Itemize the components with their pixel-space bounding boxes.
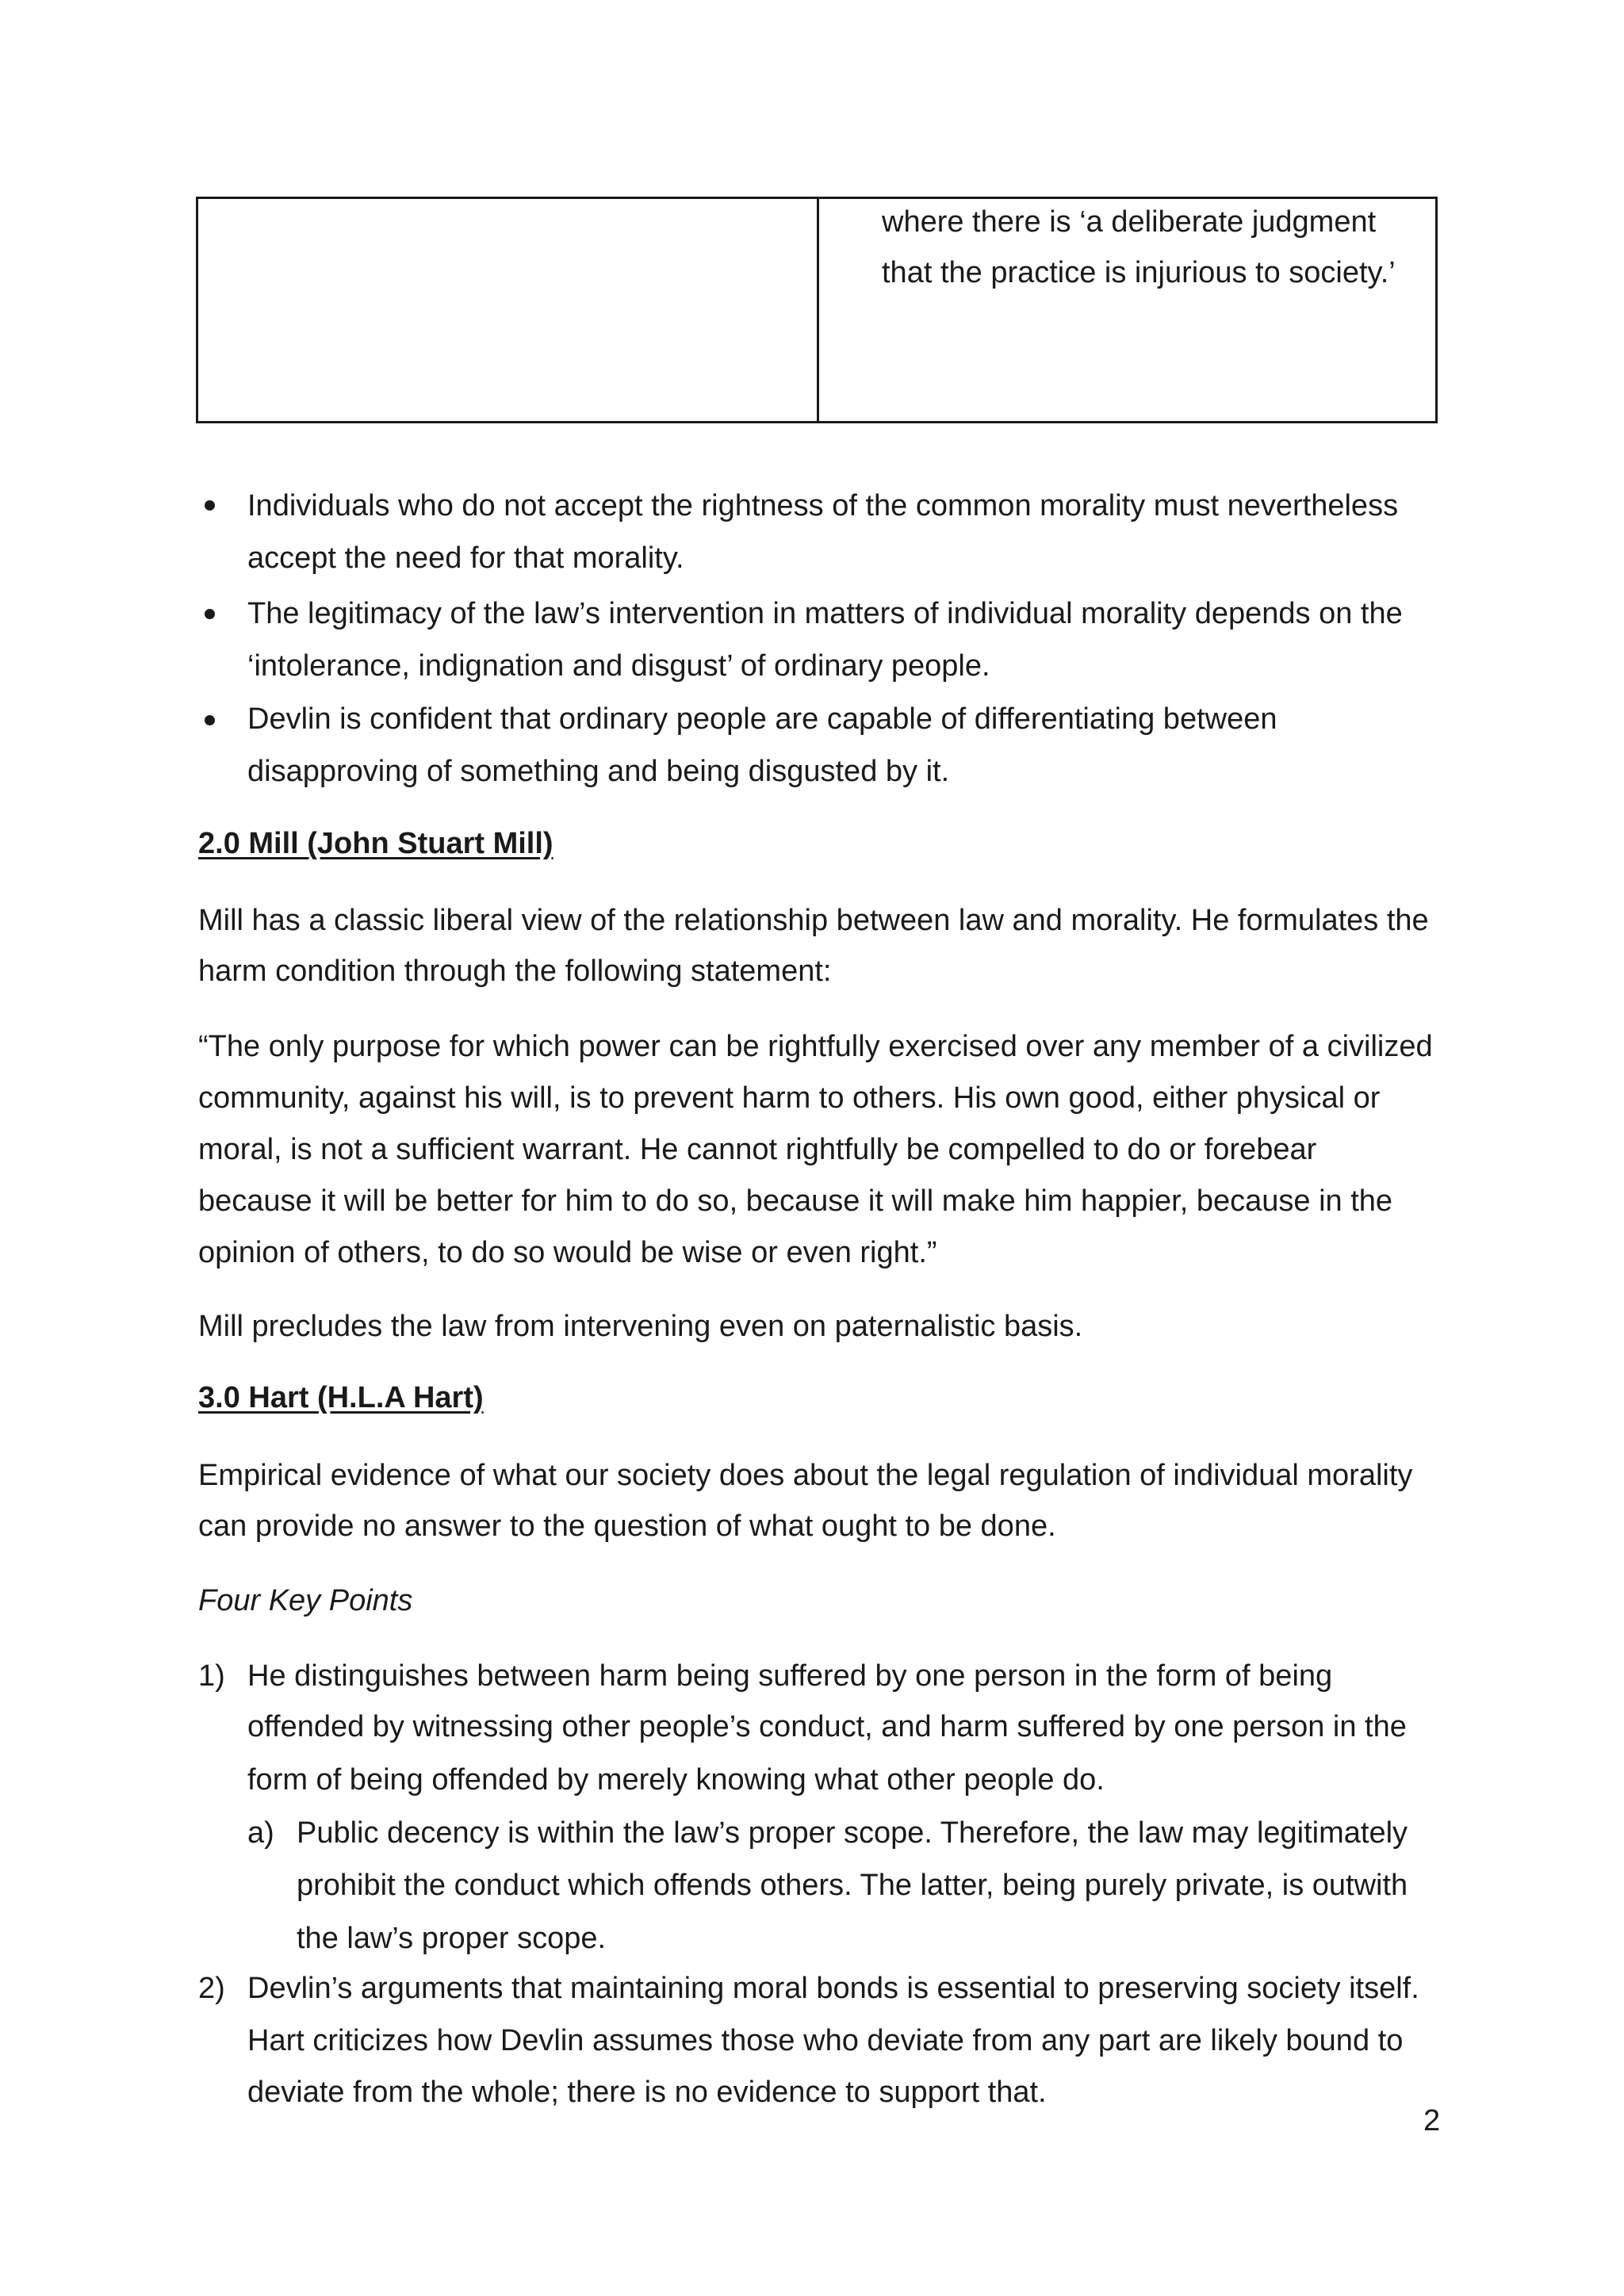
bullet-line: Devlin is confident that ordinary people are capable of differentiating between bbox=[247, 702, 1277, 736]
paragraph-line: harm condition through the following statement: bbox=[198, 955, 832, 988]
bullet-icon bbox=[205, 715, 215, 725]
list-item-line: deviate from the whole; there is no evidence to support that. bbox=[247, 2076, 1047, 2109]
page-number: 2 bbox=[1423, 2104, 1441, 2137]
bullet-line: disapproving of something and being disgusted by it. bbox=[247, 755, 950, 788]
paragraph-line: Mill precludes the law from intervening even on paternalistic basis. bbox=[198, 1310, 1083, 1343]
list-item-line: Hart criticizes how Devlin assumes those who deviate from any part are likely bound to bbox=[247, 2024, 1404, 2057]
list-item-line: Public decency is within the law’s proper scope. Therefore, the law may legitimately bbox=[297, 1816, 1408, 1850]
list-item-line: form of being offended by merely knowing what other people do. bbox=[247, 1763, 1105, 1797]
paragraph-line: Empirical evidence of what our society does about the legal regulation of individual morality bbox=[198, 1459, 1413, 1492]
list-item-line: Devlin’s arguments that maintaining moral bonds is essential to preserving society itself. bbox=[247, 1972, 1419, 2005]
list-item-line: offended by witnessing other people’s conduct, and harm suffered by one person in the bbox=[247, 1710, 1407, 1743]
list-item-line: prohibit the conduct which offends others. The latter, being purely private, is outwith bbox=[297, 1869, 1408, 1902]
bullet-line: The legitimacy of the law’s intervention in matters of individual morality depends on the bbox=[247, 597, 1403, 630]
quote-line: because it will be better for him to do so, because it will make him happier, because in the bbox=[198, 1184, 1393, 1218]
table-cell-line: where there is ‘a deliberate judgment bbox=[882, 205, 1377, 239]
table-cell-line: that the practice is injurious to society.’ bbox=[882, 256, 1396, 289]
list-marker: 2) bbox=[198, 1972, 225, 2005]
bullet-icon bbox=[205, 609, 215, 619]
list-marker: 1) bbox=[198, 1659, 225, 1693]
bullet-line: accept the need for that morality. bbox=[247, 541, 684, 575]
bullet-line: ‘intolerance, indignation and disgust’ of ordinary people. bbox=[247, 649, 990, 683]
table-continuation bbox=[196, 197, 1438, 423]
quote-line: “The only purpose for which power can be rightfully exercised over any member of a civilized bbox=[198, 1030, 1433, 1063]
paragraph-line: can provide no answer to the question of what ought to be done. bbox=[198, 1510, 1056, 1543]
quote-line: moral, is not a sufficient warrant. He cannot rightfully be compelled to do or forebear bbox=[198, 1133, 1317, 1166]
list-item-line: He distinguishes between harm being suffered by one person in the form of being bbox=[247, 1659, 1333, 1693]
quote-line: opinion of others, to do so would be wise or even right.” bbox=[198, 1236, 937, 1269]
section-heading: 2.0 Mill (John Stuart Mill) bbox=[198, 827, 553, 860]
subheading: Four Key Points bbox=[198, 1584, 413, 1617]
list-marker: a) bbox=[247, 1816, 274, 1850]
bullet-icon bbox=[205, 500, 215, 511]
list-item-line: the law’s proper scope. bbox=[297, 1922, 607, 1955]
section-heading: 3.0 Hart (H.L.A Hart) bbox=[198, 1381, 484, 1414]
bullet-line: Individuals who do not accept the rightness of the common morality must nevertheless bbox=[247, 489, 1399, 522]
table-column-divider bbox=[817, 199, 819, 421]
quote-line: community, against his will, is to prevent harm to others. His own good, either physical or bbox=[198, 1081, 1381, 1115]
paragraph-line: Mill has a classic liberal view of the relationship between law and morality. He formulates the bbox=[198, 904, 1429, 937]
